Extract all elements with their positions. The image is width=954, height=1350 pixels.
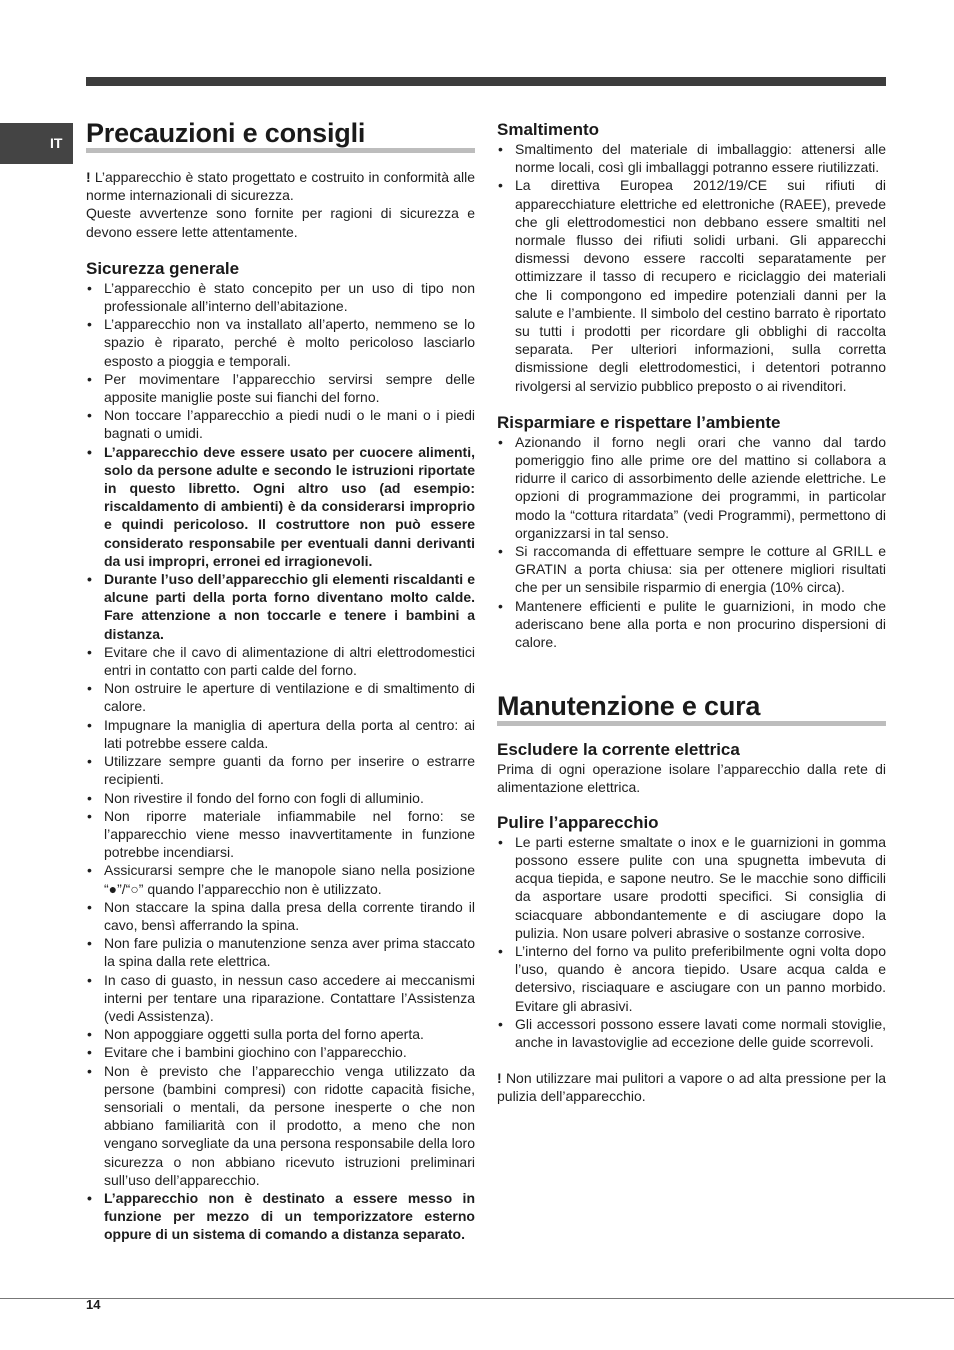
list-item: • Non è previsto che l’apparecchio venga utilizzato da persone (bambini compresi) con ridotte capacità fisiche, sensoriali o mentali, da persone inesperte o che non abbiano familiarità con il prodotto, a meno che non vengano sorvegliate da una persona responsabile della loro sicurezza o non abbiano ricevuto istruzioni preliminari sull’uso dell’apparecchio. [86, 1062, 475, 1189]
list-item: • L’interno del forno va pulito preferibilmente ogni volta dopo l’uso, quando è ancora tiepido. Usare acqua calda e detersivo, risciaquare e asciugare con un panno morbido. Evitare gli abrasivi. [497, 942, 886, 1015]
list-item: • L’apparecchio non va installato all’aperto, nemmeno se lo spazio è riparato, perché è molto pericoloso lasciarlo esposto a pioggia e temporali. [86, 315, 475, 370]
list-item: • Non fare pulizia o manutenzione senza aver prima staccato la spina dalla rete elettrica. [86, 934, 475, 970]
list-item: • Mantenere efficienti e pulite le guarnizioni, in modo che aderiscano bene alla porta e non procurino dispersioni di calore. [497, 597, 886, 652]
list-item: • Evitare che i bambini giochino con l’apparecchio. [86, 1043, 475, 1061]
list-item: • Non rivestire il fondo del forno con fogli di alluminio. [86, 789, 475, 807]
list-item: • Assicurarsi sempre che le manopole siano nella posizione “●”/“○” quando l’apparecchio non è utilizzato. [86, 861, 475, 897]
heading-smaltimento: Smaltimento [497, 120, 600, 139]
list-item-bold: • L’apparecchio deve essere usato per cuocere alimenti, solo da persone adulte e secondo le istruzioni riportate in questo libretto. Ogni altro uso (ad esempio: riscaldamento di ambienti) è da considerarsi improprio e quindi pericoloso. Il costruttore non può essere considerato responsabile per eventuali danni derivanti da usi impropri, erronei ed irragionevoli. [86, 443, 475, 570]
list-item: • Le parti esterne smaltate o inox e le guarnizioni in gomma possono essere pulite con una spugnetta imbevuta di acqua tiepida, e sapone neutro. Se le macchie sono difficili da asportare usare prodotti specifici. Si consiglia di sciacquare abbondantemente e di asciugare dopo la pulizia. Non usare polveri abrasive o sostanze corrosive. [497, 833, 886, 942]
list-item: • Si raccomanda di effettuare sempre le cotture al GRILL e GRATIN a porta chiusa: sia per ottenere migliori risultati che per un sensibile risparmio di energia (10% circa). [497, 542, 886, 597]
smaltimento-list [497, 140, 886, 395]
list-item: • Non appoggiare oggetti sulla porta del forno aperta. [86, 1025, 475, 1043]
warning-text: Non utilizzare mai pulitori a vapore o ad alta pressione per la pulizia dell’apparecchio. [497, 1070, 886, 1105]
list-item: • Non staccare la spina dalla presa della corrente tirando il cavo, bensì afferrando la spina. [86, 898, 475, 934]
heading-escludere: Escludere la corrente elettrica [497, 740, 740, 760]
list-item: • Gli accessori possono essere lavati come normali stoviglie, anche in lavastoviglie ad eccezione delle guide scorrevoli. [497, 1015, 886, 1051]
heading-pulire: Pulire l’apparecchio [497, 812, 659, 832]
footer-rule [0, 1298, 954, 1299]
pulire-list [497, 833, 886, 1051]
warning-mark: ! [497, 1070, 502, 1087]
section-title-manutenzione: Manutenzione e cura [497, 691, 886, 726]
list-item: • Utilizzare sempre guanti da forno per inserire o estrarre recipienti. [86, 752, 475, 788]
list-item: • L’apparecchio è stato concepito per un uso di tipo non professionale all’interno dell’abitazione. [86, 279, 475, 315]
language-tab: IT [0, 123, 73, 164]
sicurezza-list [86, 279, 475, 1244]
list-item: • La direttiva Europea 2012/19/CE sui rifiuti di apparecchiature elettriche ed elettroniche (RAEE), prevede che gli elettrodomestici non debbano essere smaltiti nel normale flusso dei rifiuti solidi urbani. Gli apparecchi dismessi devono essere raccolti separatamente per ottimizzare il tasso di recupero e riciclaggio dei materiali che li compongono ed impedire potenziali danni per la salute e l’ambiente. Il simbolo del cestino barrato è riportato su tutti i prodotti per ricordare gli obblighi di raccolta separata. Per ulteriori informazioni, sulla corretta dismissione degli elettrodomestici, i detentori potranno rivolgersi al servizio pubblico preposto o ai rivenditori. [497, 176, 886, 394]
intro-paragraph [86, 168, 475, 204]
list-item: • Azionando il forno negli orari che vanno dal tardo pomeriggio fino alle prime ore del mattino si collabora a ridurre il carico di assorbimento delle aziende elettriche. Le opzioni di programmazione dei programmi, in particolar modo la “cottura ritardata” (vedi Programmi), permettono di organizzarsi in tal senso. [497, 433, 886, 542]
heading-risparmiare: Risparmiare e rispettare l’ambiente [497, 412, 781, 432]
risparmiare-list [497, 433, 886, 651]
heading-sicurezza-generale: Sicurezza generale [86, 258, 240, 278]
list-item: • Non riporre materiale infiammabile nel forno: se l’apparecchio viene messo inavvertitamente in funzione potrebbe incendiarsi. [86, 807, 475, 862]
list-item: • Per movimentare l’apparecchio servirsi sempre delle apposite maniglie poste sui fianchi del forno. [86, 370, 475, 406]
intro-paragraph-2: Queste avvertenze sono fornite per ragioni di sicurezza e devono essere lette attentamente. [86, 205, 475, 240]
escludere-text: Prima di ogni operazione isolare l’apparecchio dalla rete di alimentazione elettrica. [497, 761, 886, 796]
warning-mark: ! [86, 169, 91, 185]
list-item: • Impugnare la maniglia di apertura della porta al centro: ai lati potrebbe essere calda. [86, 716, 475, 752]
top-rule [86, 77, 886, 86]
right-column [497, 120, 886, 1106]
warning-paragraph [497, 1069, 886, 1105]
list-item: • Non toccare l’apparecchio a piedi nudi o le mani o i piedi bagnati o umidi. [86, 406, 475, 442]
page-number: 14 [86, 1297, 101, 1312]
list-item: • Smaltimento del materiale di imballaggio: attenersi alle norme locali, così gli imballaggi potranno essere riutilizzati. [497, 140, 886, 176]
list-item-bold: • L’apparecchio non è destinato a essere messo in funzione per mezzo di un temporizzatore esterno oppure di un sistema di comando a distanza separato. [86, 1189, 475, 1244]
list-item-bold: • Durante l’uso dell’apparecchio gli elementi riscaldanti e alcune parti della porta forno diventano molto calde. Fare attenzione a non toccarle e tenere i bambini a distanza. [86, 570, 475, 643]
left-column [86, 118, 475, 1244]
intro-text: L’apparecchio è stato progettato e costruito in conformità alle norme internazionali di sicurezza. [86, 169, 475, 204]
list-item: • Non ostruire le aperture di ventilazione e di smaltimento di calore. [86, 679, 475, 715]
section-title-precauzioni: Precauzioni e consigli [86, 118, 475, 153]
list-item: • In caso di guasto, in nessun caso accedere ai meccanismi interni per tentare una riparazione. Contattare l’Assistenza (vedi Assistenza). [86, 971, 475, 1026]
list-item: • Evitare che il cavo di alimentazione di altri elettrodomestici entri in contatto con parti calde del forno. [86, 643, 475, 679]
